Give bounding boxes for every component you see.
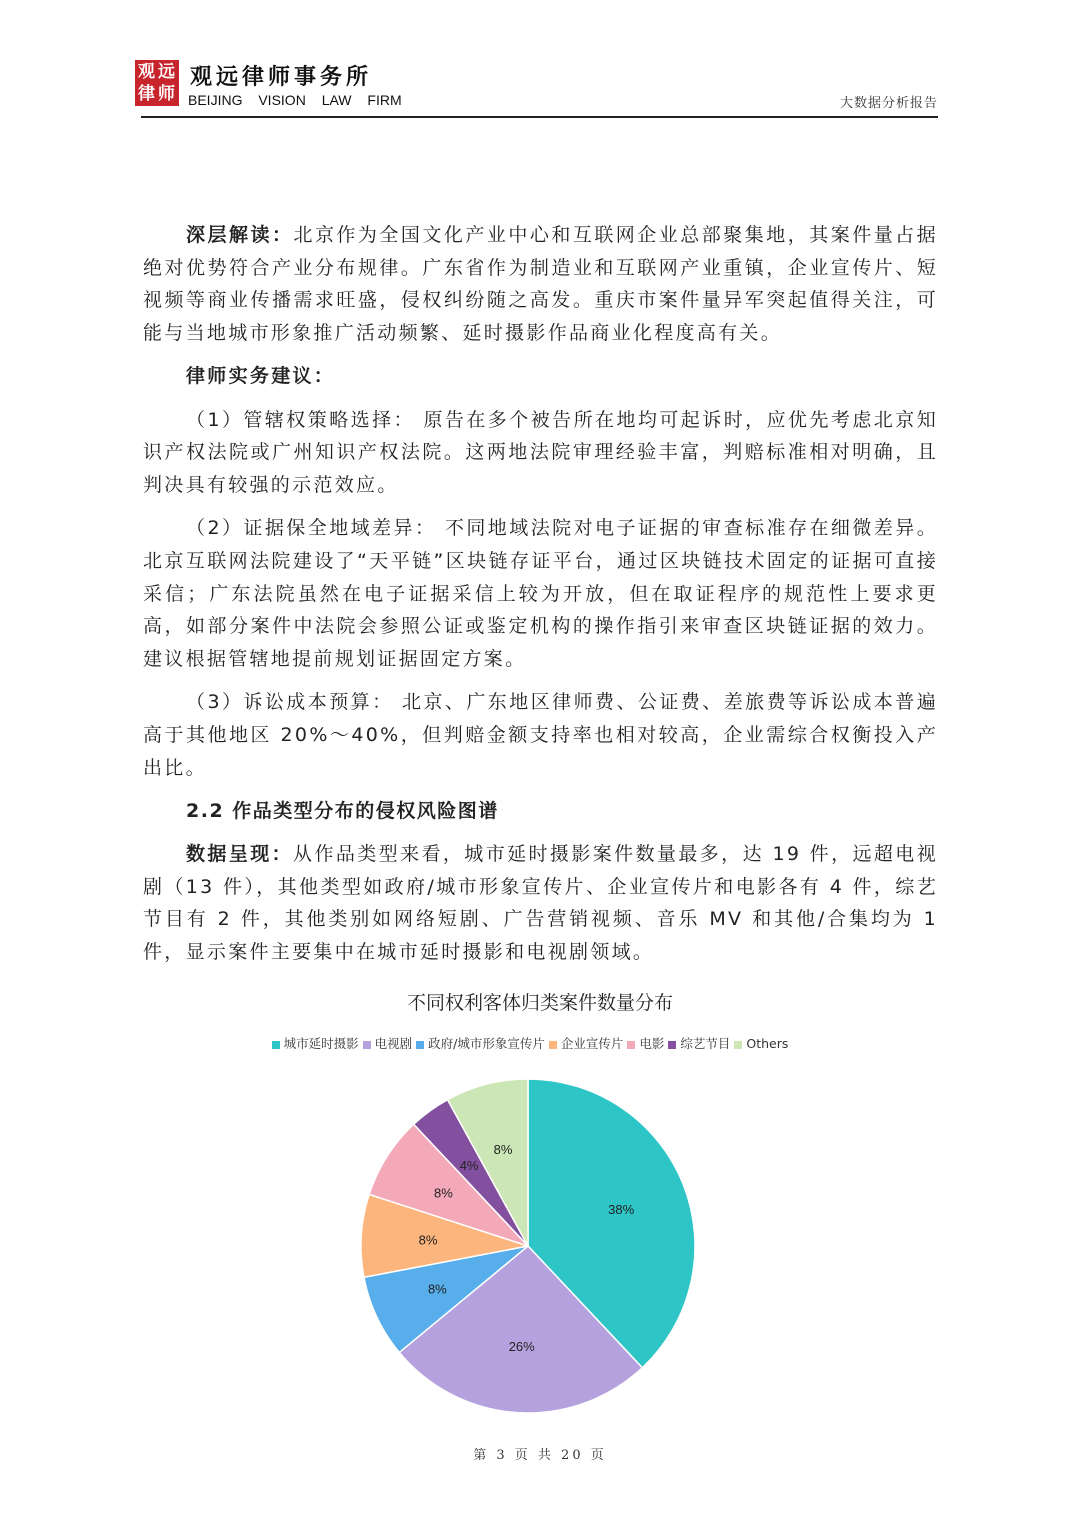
legend-label: Others <box>746 1036 789 1051</box>
slice-label: 8% <box>418 1232 438 1248</box>
report-type: 大数据分析报告 <box>839 96 938 111</box>
page-number: 第 3 页 共 20 页 <box>473 1448 607 1463</box>
legend-label: 政府/城市形象宣传片 <box>428 1036 545 1051</box>
lead-label: 数据呈现： <box>186 842 294 865</box>
lead-label: 深层解读： <box>186 224 294 246</box>
legend-label: 城市延时摄影 <box>283 1036 359 1051</box>
paragraph-text: 从作品类型来看，城市延时摄影案件数量最多，达 19 件，远超电视剧（13 件），其他类型如政府/城市形象宣传片、企业宣传片和电影各有 4 件，综艺节目有 2 件，其他类别如网络短剧、广告营销视频、音乐 MV 和其他/合集均为 1 件，显示案件主要集中在城市延时摄影和电视剧领域。 <box>143 842 938 964</box>
slice-label: 8% <box>427 1281 447 1297</box>
legend-label: 电影 <box>639 1036 665 1051</box>
legend-label: 电视剧 <box>374 1036 413 1051</box>
chart-title: 不同权利客体归类案件数量分布 <box>406 992 673 1014</box>
slice-label: 38% <box>608 1202 635 1218</box>
paragraph-text: 北京作为全国文化产业中心和互联网企业总部聚集地，其案件量占据绝对优势符合产业分布规律。广东省作为制造业和互联网产业重镇，企业宣传片、短视频等商业传播需求旺盛，侵权纠纷随之高发。重庆市案件量异军突起值得关注，可能与当地城市形象推广活动频繁、延时摄影作品商业化程度高有关。 <box>143 224 938 345</box>
slice-label: 8% <box>433 1185 453 1201</box>
logo-english-name: BEIJING VISION LAW FIRM <box>188 92 402 108</box>
logo-chinese-name: 观远律师事务所 <box>190 64 373 90</box>
slice-label: 26% <box>508 1339 535 1355</box>
logo-seal: 观 远 律 师 <box>135 60 179 106</box>
advice-heading: 律师实务建议： <box>186 365 336 388</box>
advice-1: （1）管辖权策略选择： 原告在多个被告所在地均可起诉时，应优先考虑北京知识产权法院或广州知识产权法院。这两地法院审理经验丰富，判赔标准相对明确，且判决具有较强的示范效应。 <box>143 408 938 496</box>
legend-label: 企业宣传片 <box>560 1036 624 1051</box>
advice-2: （2）证据保全地域差异： 不同地域法院对电子证据的审查标准存在细微差异。北京互联网法院建设了“天平链”区块链存证平台，通过区块链技术固定的证据可直接采信；广东法院虽然在电子证据采信上较为开放，但在取证程序的规范性上要求更高，如部分案件中法院会参照公证或鉴定机构的操作指引来审查区块链证据的效力。建议根据管辖地提前规划证据固定方案。 <box>143 517 938 670</box>
slice-label: 4% <box>459 1157 479 1173</box>
slice-label: 8% <box>493 1141 513 1157</box>
legend-label: 综艺节目 <box>680 1036 731 1051</box>
advice-3: （3）诉讼成本预算： 北京、广东地区律师费、公证费、差旅费等诉讼成本普遍高于其他地区 20%～40%，但判赔金额支持率也相对较高，企业需综合权衡投入产出比。 <box>143 691 938 779</box>
section-heading: 2.2 作品类型分布的侵权风险图谱 <box>186 799 499 822</box>
